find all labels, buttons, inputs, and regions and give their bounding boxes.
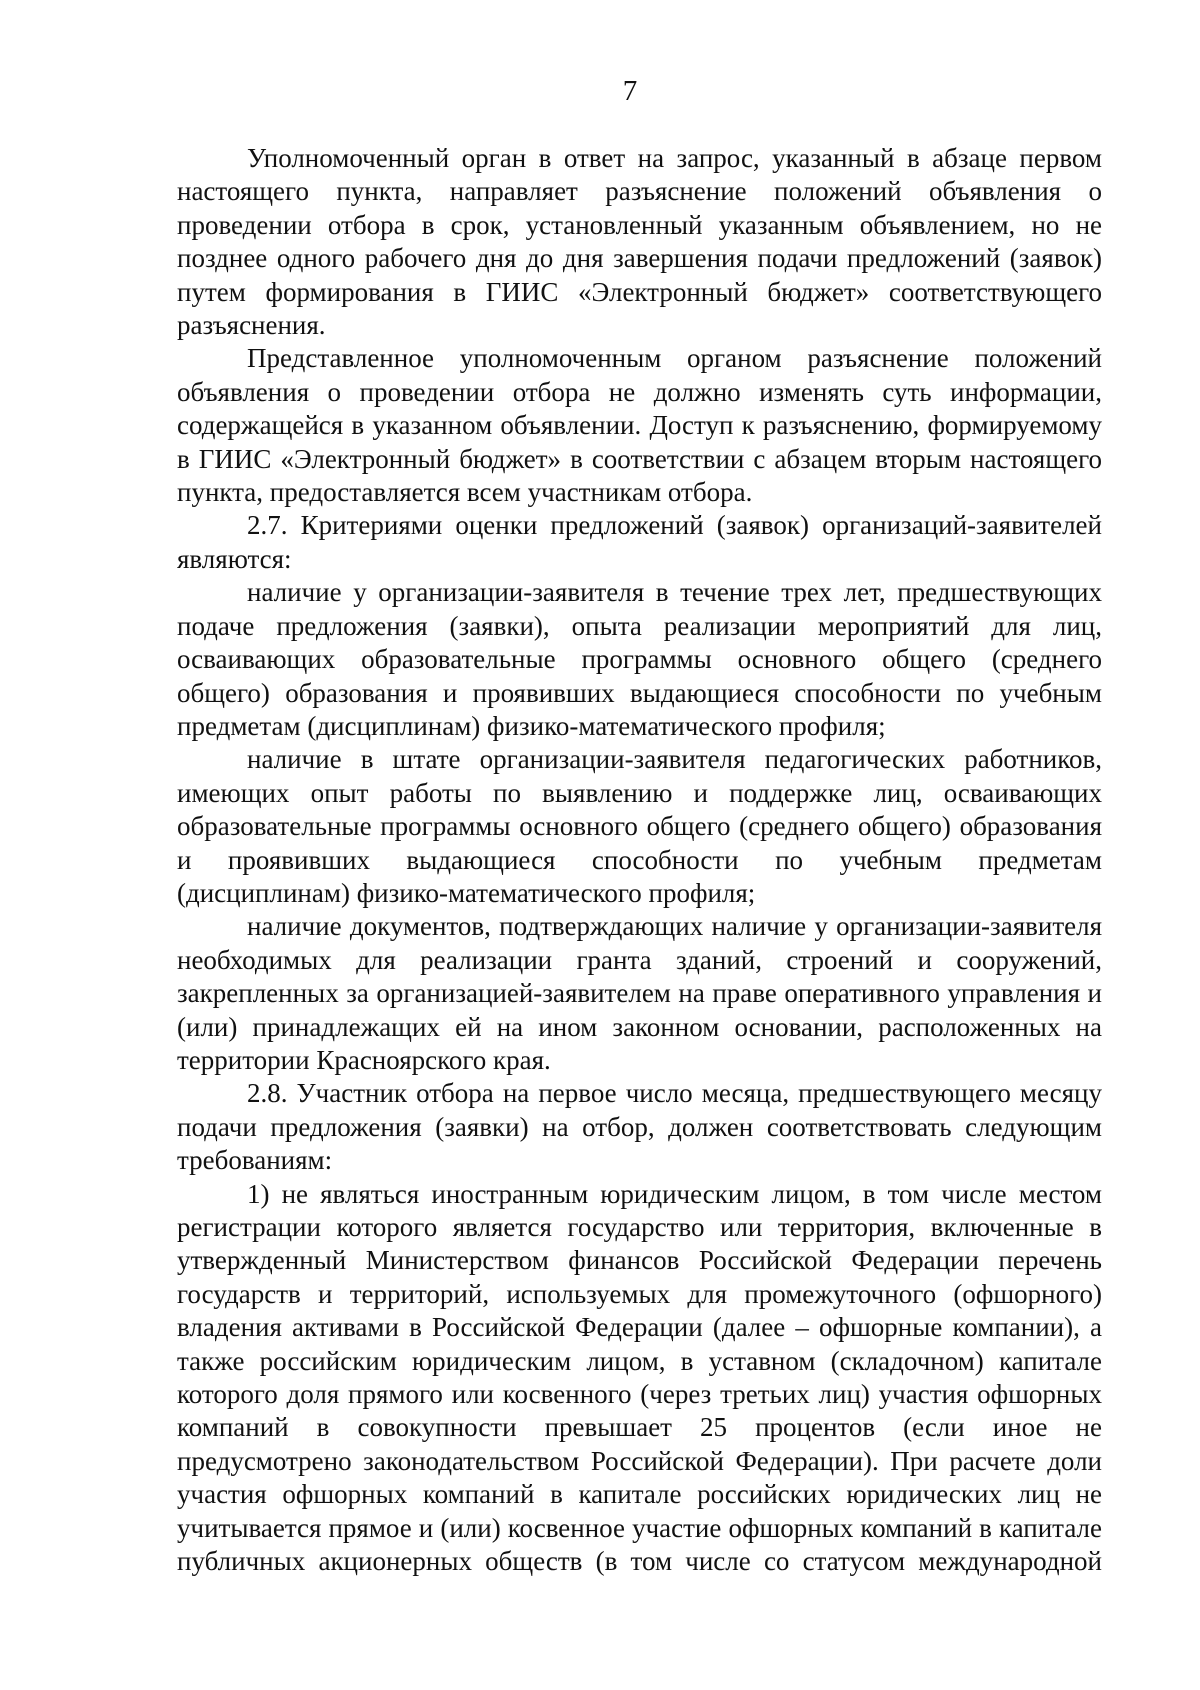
paragraph-requirement-offshore: 1) не являться иностранным юридическим лицом, в том числе местом регистрации которого является государство или территория, включенные в утвержденный Министерством финансов Российской Федерации перечень государств и территорий, используемых для промежуточного (офшорного) владения активами в Российской Федерации (далее – офшорные компании), а также российским юридическим лицом, в уставном (складочном) капитале которого доля прямого или косвенного (через третьих лиц) участия офшорных компаний в совокупности превышает 25 процентов (если иное не предусмотрено законодательством Российской Федерации). При расчете доли участия офшорных компаний в капитале российских юридических лиц не учитывается прямое и (или) косвенное участие офшорных компаний в капитале публичных акционерных обществ (в том числе со статусом международной xyxy=(177,1178,1102,1577)
paragraph-criterion-staff: наличие в штате организации-заявителя педагогических работников, имеющих опыт работы по выявлению и поддержке лиц, осваивающих образовательные программы основного общего (среднего общего) образования и проявивших выдающиеся способности по учебным предметам (дисциплинам) физико-математического профиля; xyxy=(177,744,1102,908)
page-number: 7 xyxy=(622,75,638,107)
paragraph-criterion-premises: наличие документов, подтверждающих наличие у организации-заявителя необходимых для реализации гранта зданий, строений и сооружений, закрепленных за организацией-заявителем на праве оперативного управления и (или) принадлежащих ей на ином законном основании, расположенных на территории Красноярского края. xyxy=(177,911,1102,1075)
paragraph-clarification-access: Представленное уполномоченным органом разъяснение положений объявления о проведении отбора не должно изменять суть информации, содержащейся в указанном объявлении. Доступ к разъяснению, формируемому в ГИИС «Электронный бюджет» в соответствии с абзацем вторым настоящего пункта, предоставляется всем участникам отбора. xyxy=(177,343,1102,508)
paragraph-clarification-deadline: Уполномоченный орган в ответ на запрос, указанный в абзаце первом настоящего пункта, направляет разъяснение положений объявления о проведении отбора в срок, установленный указанным объявлением, но не позднее одного рабочего дня до дня завершения подачи предложений (заявок) путем формирования в ГИИС «Электронный бюджет» соответствующего разъяснения. xyxy=(177,143,1102,341)
paragraph-criterion-experience: наличие у организации-заявителя в течение трех лет, предшествующих подаче предложения (заявки), опыта реализации мероприятий для лиц, осваивающих образовательные программы основного общего (среднего общего) образования и проявивших выдающиеся способности по учебным предметам (дисциплинам) физико-математического профиля; xyxy=(177,577,1102,741)
paragraph-requirements-heading: 2.8. Участник отбора на первое число месяца, предшествующего месяцу подачи предложения (заявки) на отбор, должен соответствовать следующим требованиям: xyxy=(177,1078,1102,1176)
paragraph-criteria-heading: 2.7. Критериями оценки предложений (заявок) организаций-заявителей являются: xyxy=(177,510,1102,574)
document-body xyxy=(177,142,1102,1578)
